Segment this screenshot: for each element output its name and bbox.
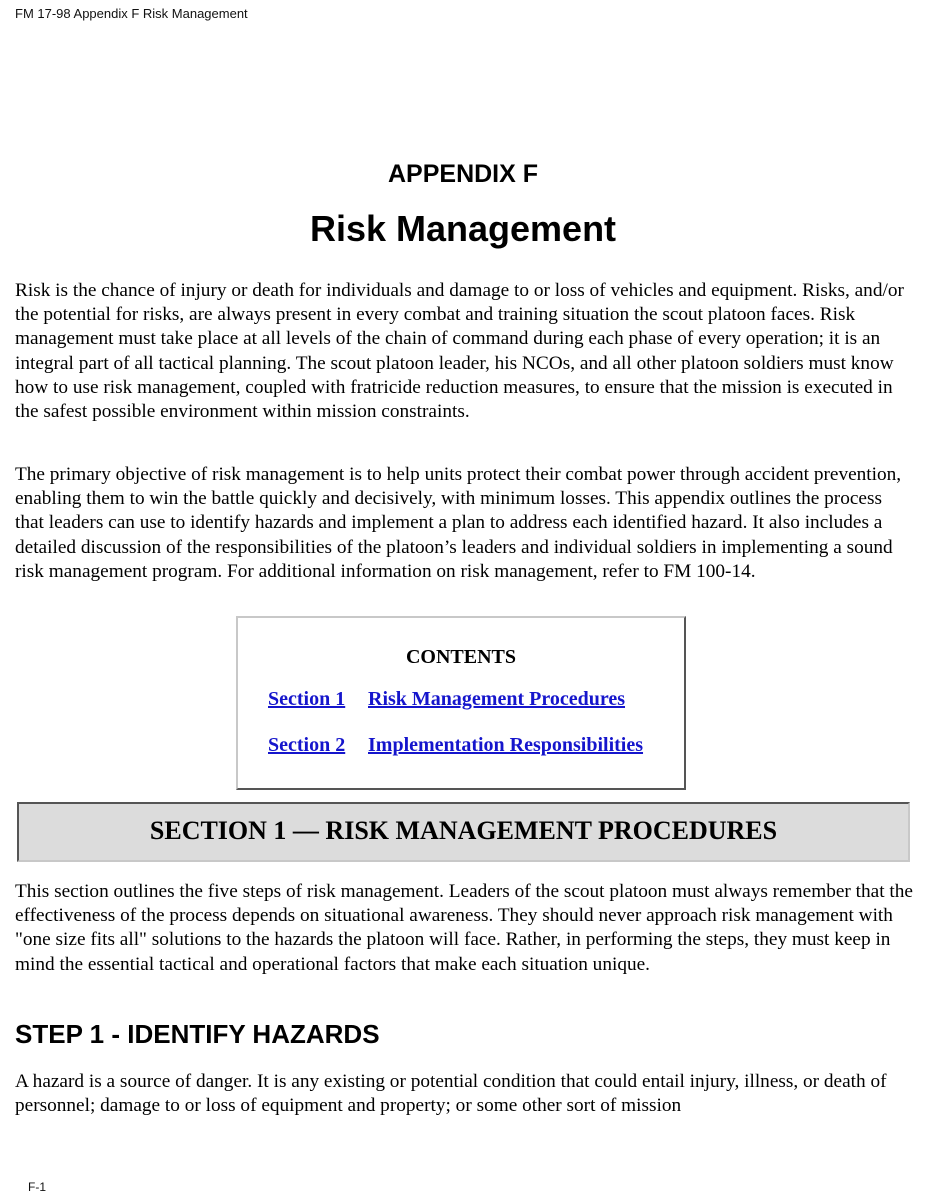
contents-item-section-1 [268, 688, 625, 711]
contents-title: CONTENTS [405, 646, 517, 668]
page-number: F-1 [28, 1180, 46, 1194]
contents-item-section-2 [268, 734, 643, 757]
section-1-banner [17, 802, 910, 862]
step-1-heading: STEP 1 - IDENTIFY HAZARDS [15, 1019, 380, 1049]
contents-link-section-2[interactable]: Section 2 [268, 734, 346, 756]
step-1-paragraph: A hazard is a source of danger. It is any existing or potential condition that could entail injury, illness, or death of personnel; damage to or loss of equipment and property; or some other sort of mission [15, 1071, 887, 1117]
contents-link-implementation-responsibilities[interactable]: Implementation Responsibilities [368, 734, 644, 756]
intro-paragraph-1: Risk is the chance of injury or death for individuals and damage to or loss of vehicles and equipment. Risks, and/or the potential for risks, are always present in every combat and training situation the scout platoon faces. Risk management must take place at all levels of the chain of command during each phase of every operation; it is an integral part of all tactical planning. The scout platoon leader, his NCOs, and all other platoon soldiers must know how to use risk management, coupled with fratricide reduction measures, to ensure that the mission is executed in the safest possible environment within mission constraints. [15, 280, 904, 423]
appendix-label: APPENDIX F [387, 160, 539, 188]
contents-link-risk-management-procedures[interactable]: Risk Management Procedures [368, 688, 626, 710]
intro-paragraph-2: The primary objective of risk management is to help units protect their combat power through accident prevention, enabling them to win the battle quickly and decisively, with minimum losses. This appendix outlines the process that leaders can use to identify hazards and implement a plan to address each identified hazard. It also includes a detailed discussion of the responsibilities of the platoon’s leaders and individual soldiers in implementing a sound risk management program. For additional information on risk management, refer to FM 100-14. [15, 464, 902, 582]
section-1-heading: SECTION 1 — RISK MANAGEMENT PROCEDURES [149, 816, 778, 845]
contents-box [236, 616, 686, 790]
section-1-paragraph: This section outlines the five steps of risk management. Leaders of the scout platoon must always remember that the effectiveness of the process depends on situational awareness. They should never approach risk management with "one size fits all" solutions to the hazards the platoon will face. Rather, in performing the steps, they must keep in mind the essential tactical and operational factors that make each situation unique. [15, 881, 913, 975]
running-header: FM 17-98 Appendix F Risk Management [15, 6, 248, 21]
page-title: Risk Management [309, 208, 617, 249]
contents-link-section-1[interactable]: Section 1 [268, 688, 346, 710]
